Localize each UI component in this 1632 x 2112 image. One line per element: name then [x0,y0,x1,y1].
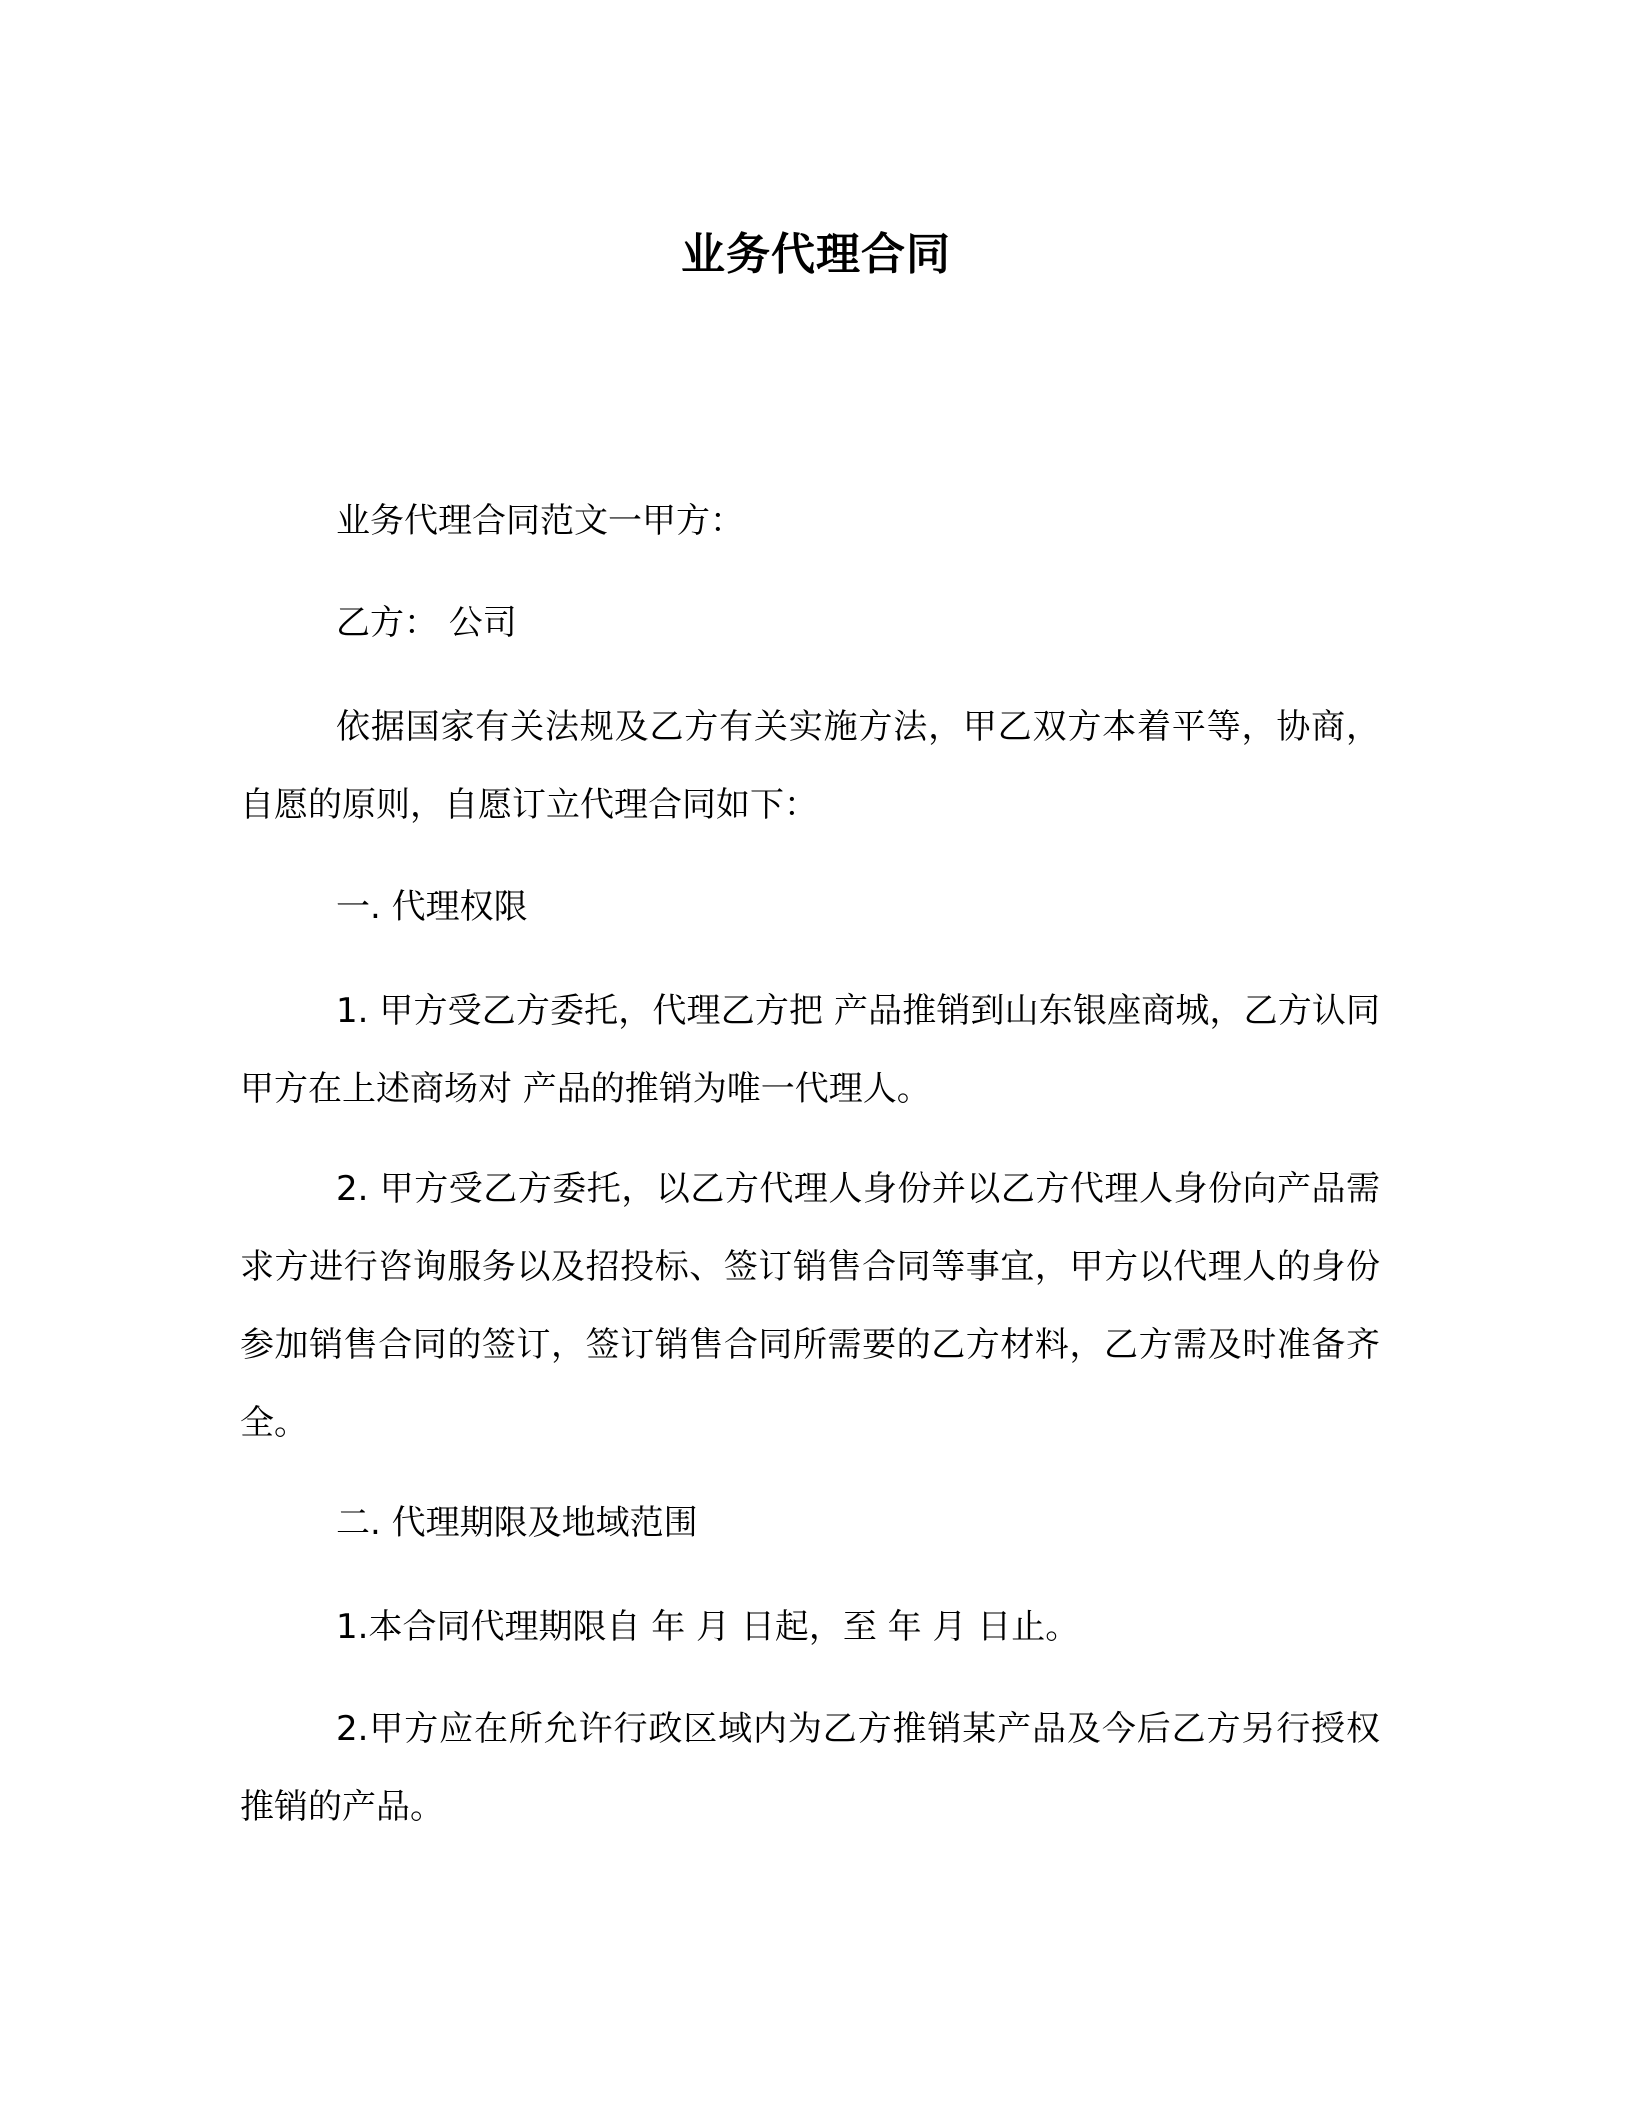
party-a-line: 业务代理合同范文一甲方： [336,501,744,541]
section2-item1: 1.本合同代理期限自 年 月 日起，至 年 月 日止。 [336,1607,1080,1647]
section1-item1: 1. 甲方受乙方委托，代理乙方把 产品推销到山东银座商城，乙方认同甲方在上述商场对 产品的推销为唯一代理人。 [240,991,1380,1109]
document-title: 业务代理合同 [681,229,951,280]
section2-heading: 二. 代理期限及地域范围 [336,1503,698,1543]
party-b-line: 乙方： 公司 [336,603,517,643]
intro-paragraph: 依据国家有关法规及乙方有关实施方法，甲乙双方本着平等，协商，自愿的原则，自愿订立代理合同如下： [240,707,1380,825]
section1-item2: 2. 甲方受乙方委托，以乙方代理人身份并以乙方代理人身份向产品需求方进行咨询服务以及招投标、签订销售合同等事宜，甲方以代理人的身份参加销售合同的签订，签订销售合同所需要的乙方材料，乙方需及时准备齐全。 [240,1169,1380,1443]
section2-item2: 2.甲方应在所允许行政区域内为乙方推销某产品及今后乙方另行授权推销的产品。 [240,1709,1380,1827]
section1-heading: 一. 代理权限 [336,887,528,927]
